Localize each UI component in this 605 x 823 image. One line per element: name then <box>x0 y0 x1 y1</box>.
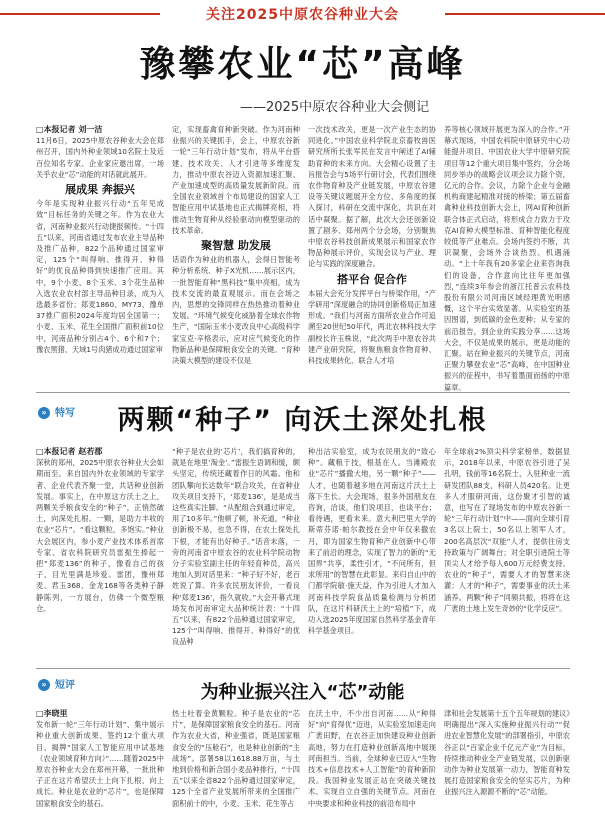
article1-section-2: 聚智慧 助发展 <box>201 239 271 253</box>
article3-col4-text: 津和社会发展第十五个五年规划的建议》明确提出“深入实施种业振兴行动”“促进农业智慧化发展”的部署指引，中原农谷正以“百家企业千亿元产业”为目标，持续推动种业全产业链发展，以创新驱动作为种业发展第一动力，智能育种发展打造国家粮食安全的坚实芯片，为种业振兴注入源源不断的“芯”动能。 <box>444 709 570 797</box>
article3-column-4 <box>444 708 570 816</box>
article2-column-3 <box>308 446 436 662</box>
article1-section-3: 搭平台 促合作 <box>337 272 407 286</box>
article3-badge: » 短评 <box>38 676 75 691</box>
article1-col3b-text: 本届大会充分发挥平台与桥梁作用，“产学研用”深度融合的协同创新格局正加速形成。“我们与河南方面所农业合作可追溯至20世纪50年代，两北农林科技大学副校长许玉株说，“此次两手中原农谷共建产业研究院，将聚焦粮食作物育种、科技成果转化、联合人才培 <box>308 288 436 366</box>
article1-col4-text: 养等核心领域开展更为深入的合作。”开幕式现场，中国农科院中原研究中心功能提升项目、中国农业大学中原研究院项目等12个重大项目集中签约，分会场同步举办的战略会议项会议力除个资，亿元的合作。会议，力除个企业与金融机构商建起精准对接的桥梁；第五届畜禽种业科技创新大会上，网AI育种创新联合体正式启动，将形成合力致力于攻克AI育种大模型标准、育种智能化程度较低等产业难点。会场内签约不断，共识凝聚，会场外合谈热烈、机遇涌动。“上十年我有20多家企业来咨询我们的设备，合作意向比往年更加强烈，”连续3年参会的浙江托普云农科技股份有限公司河南区域经理黄光明感慨，这个平台实效显著。从实验室的基因图谱，到低碳的金色麦种；从专家的前沿报告，到企业的实践分享……这场大会，不仅是成果的展示，更是动能的汇聚。站在种业振兴的关键节点，河南正聚力攀登农业“芯”高峰，在中国种业振兴的征程中，书写着墨面而扬的中原篇章。 <box>444 125 570 392</box>
article2-column-1 <box>36 446 164 662</box>
article2-byline: □本报记者 赵若郡 <box>36 447 103 456</box>
article2-col1-text: 深秋的郑州，2025中原农谷种业大会如期而至。来自国内外农业领域的专家学者、企业代表齐聚一堂，共话种业创新发展。事实上，在中原这方沃土之上，两颗关乎粮食安全的“种子”，正悄然破土，向深处扎根。一颗，是助力丰收的农业“芯片”。“看这颗粒，多饱实。”种业大会展区内，参小麦产业技术体系首席专家、省农科院研究员雷振生捧起一把“郑麦136”的种子，像看自己的孩子，目光里满是珍爱。雷团，豫州郑麦、君玉368、金龙168等各类种子静静陈列，一方展台，仿佛一个微型粮仓。 <box>36 458 164 613</box>
header-rule-left <box>0 13 160 15</box>
article1-section-1: 展成果 奔振兴 <box>65 183 135 197</box>
article2-column-2 <box>172 446 300 662</box>
article1-col2-text: 定，实现畜禽育种新突破。作为河南种业振兴的关键抓手，会上，中原农谷新一轮“三年行动计划”发布，将从平台搭建、技术攻关、人才引进等多维度发力，推动中原农谷迈入资源加速汇聚、产业加速成型的高质量发展新阶段。而全国农业领域首个布局建设的国家人工智能应用中试基地也正式揭牌亮相，将推动生物育种从经验驱动向模型驱动的技术革命。 <box>172 125 300 235</box>
chevron-right-icon: » <box>38 407 50 419</box>
header-title: 关注2025中原农谷种业大会 <box>206 7 399 23</box>
article3-column-2 <box>172 708 300 816</box>
article1-col1-text: 11月6日，2025中原农谷种业大会在郑州召开，国内外种业领域10名院士及近百位知名专家、企业家应邀出席，一场关乎农业“芯”动能的对话就此展开。 <box>36 136 164 179</box>
article1-column-4 <box>444 124 570 392</box>
divider-2 <box>36 668 570 669</box>
article1-col3-text: 一次技术改关，更是一次产业生态的协同进化。”中国农业科学院北京畜牧兽医研究所所长张军民在发言中阐述了AI辅助育种的未来方向。大会精心设置了主旨报告会与5场平行研讨会，代表们围绕农作物育种及产业链发展，中原农谷建设等关键议题展开全方位、多角度的探入探讨，科研在交流中深化，共识在对话中凝聚。据了解，此次大会还创新设置了剧多、郑州两个分会场，分别聚焦中原农谷科技创新成果展示和国家农作物品种展示评价，实现会议与产业、理论与实践的深度融合。 <box>308 125 436 269</box>
article2-badge: » 特写 <box>38 404 75 419</box>
article1-column-1 <box>36 124 164 386</box>
article1-title: 豫攀农业“芯”高峰 <box>139 44 466 85</box>
header-rule-right <box>445 13 605 15</box>
article3-column-1 <box>36 708 164 816</box>
article3-column-3 <box>308 708 436 816</box>
article2-title: 两颗“种子” 向沃土深处扎根 <box>117 405 488 436</box>
page-header <box>0 0 605 28</box>
article3-title: 为种业振兴注入“芯”动能 <box>200 682 405 703</box>
article1-subtitle: ——2025中原农谷种业大会侧记 <box>240 100 430 115</box>
article1-col1b-text: 今年是实现种业振兴行动“五年见成效”目标任务的关键之年。作为农业大省，河南种业振兴行动捷报频传。“十四五”以来，河南省通过发布农业主导品种及推广品种，822个品种通过国家审定，125个“叫得响、推得开、种得好”的优良品种得到快速推广应用。其中，9个小麦、8个玉米、3个花生品种入选农业农村部主导品种目录，成为入选最多省份；郑麦1860、MY73、豫单37推广面积2024年度均居全国第一；小麦、玉米、花生全国推广面积前10位中，河南品种分别占4个、6个和7个；豫农黑猪、天域1号肉猪成功通过国家审 <box>36 199 164 354</box>
article3-byline: □李晓里 <box>36 709 68 718</box>
article3-col2-text: 热土吐着金黄颗粒。种子是农业的“芯片”，是保障国家粮食安全的基石。河南作为农业大省，种业强省，既是国家粮食安全的“压舱石”，也是种业创新的“主战场”。部署58以1618.88万亩，与土地到价格和新合国小麦品种排行，“十四五”以来全省822个品种通过国家审定，125个全省产业发展所带来的全国推广面积前十的中，小麦、玉米、花生等占 <box>172 709 300 808</box>
article1-byline: □本报记者 刘一洁 <box>36 125 103 134</box>
article2-col2-text: “种子是农业的‘芯片’，我们搞育种的，就是在地里‘淘金’。”雷振生语调和缓，颇头坚定，传统还藏着作日的风霜。他和团队攀向长达数年“联合攻关，在省种业攻关项目支持下，‘郑麦136’，是是成当这些真实注脚。“从配组合到通过审定，用了10多年。”他顿了顿，补充道，“种业创新极不易，也急不得，在农土探处扎下根，才能有出好种子。”话音未落，一旁的河南省中原农谷的农业科学院动物分子实验室副主任的年轻育种员，高兴地加入到对话里来：“种子好不好，老百姓说了算。许多农民朋友评价，一看良种‘郑麦136’，指久就收。”大会开幕式现场发布河南审定大品种统计表：“十四五”以来，有822个品种通过国家审定，125个“叫得响、推得开、种得好”的优良品种 <box>172 447 300 647</box>
article2-col3-text: 种出沽实验室，成为农民朋友的“致心种”。藏粮于技，根基在人。当滩殿农业“芯片”播撒大地，另一颗“种子”——人才，也随着越多地在河南这片沃土上落下生长。大会现场，很多外国朋友在咨询，洽谈，他们说项目，也谈平台；看待遇，更看未来。意大利巴里大学的斯蒂芬诺·帕尔教授在会中年仅来撒农月，即为国家生物育种产业创新中心带来了前沿的理念，实现了智力的新的“无国界”共享，柔性引才，“不问所有，但求所用”的智慧在此彰显。来归自山中的门都学院敏·施天益，作为引进人才加入河南科技学院食品质量检测与分析团队，在这片科研沃土上的“培植”下，成功入选2025年度国家自然科学基金青年科学基金项目。 <box>308 447 436 636</box>
article2-column-4 <box>444 446 570 662</box>
article1-col2b-text: 话语作为种业的机器人，会得日智能考种分析系统、种子X光机……展示区内，一批智能育种“黑科技”集中亮相，成为技术交流的最直观展示。而在会场之内，思想的交锋同样在热热推动着种业发展。“环境气候变化威胁着全球农作物生产，“国际玉米小麦改良中心高级科学家宝克·辛格表示，应对应气候变化的作物新品种是保障粮食安全的关键。“育种决策大模型的建设不仅是 <box>172 255 300 366</box>
article3-col3-text: 在沃土中，不少出自河南……从“种得好”向“育得优”迈进，从实验室加速走向广袤田野，在农谷正加快建设种业创新高地，努力在打造种业创新高地中展现河南担当。当前，全球种业已迈入“生物技术+信息技术+人工智能”的育种新阶段。我国种业发展正站在突破关键技术、实现自立自强的关键节点。河南在中央要求和种业科技的前沿布局中 <box>308 709 436 808</box>
article1-column-3 <box>308 124 436 386</box>
divider-1 <box>36 392 570 393</box>
article1-column-2 <box>172 124 300 386</box>
article2-col4-text: 年全球前2%顶尖科学家榜单。数据显示，2018年以来，中原农谷引进了吴孔明，钱前等16名院士，入驻种业一流研发团队88支，科研人员420名。让更多人才服研河南，这份聚才引智的诚意，也写在了现场发布的中原农谷新一轮“三年行动计划”中——面向全球引育3名以上院士，50名以上领军人才，200名高层次“双能”人才，提供住房支持政策与广阔舞台；对全职引进院士等顶尖人才给予每人600万元经费支持。农业的“种子”，需要人才的智慧来浇灌；人才的“种子”，需要事业的沃土来涵养。两颗“种子”同频共振，将将在这广袤的土地上发生奇妙的“化学反应”。 <box>444 447 570 613</box>
article3-col1-text: 发布新一轮“三年行动计划”、集中展示种业重大创新成果、签约12个重大项目、揭牌“国家人工智能应用中试基地（农业领域育种方向）”……随着2025中原农谷种业大会在郑州开幕，一批批种子正在这片希望沃土上向下扎根、向上成长。种业是农业的“芯片”，也是保障国家粮食安全的基石。 <box>36 720 164 808</box>
chevron-right-icon: » <box>38 679 50 691</box>
